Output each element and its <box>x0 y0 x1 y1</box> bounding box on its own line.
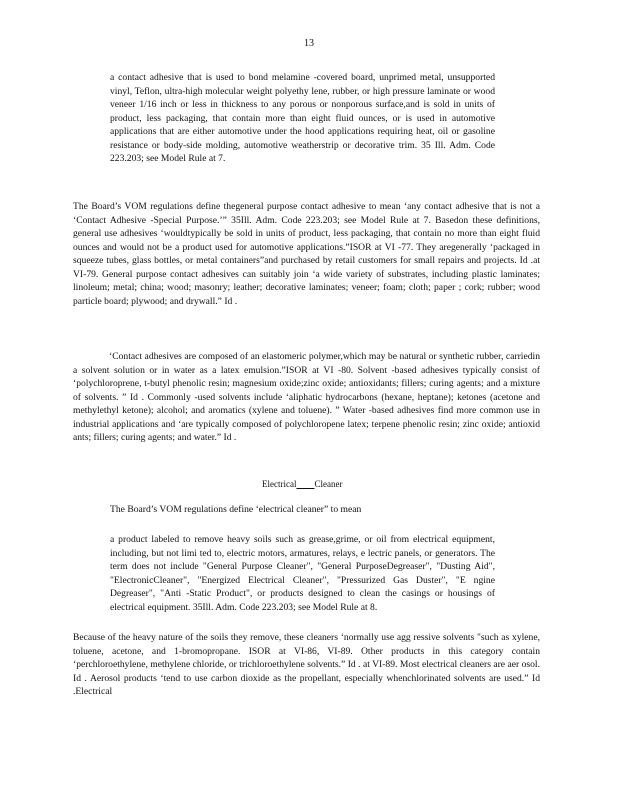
heading-word-electrical: Electrical <box>262 479 297 489</box>
heading-word-cleaner: Cleaner <box>314 479 343 489</box>
page-number: 13 <box>304 38 314 49</box>
paragraph-electrical-cleaner-solvents: Because of the heavy nature of the soils they remove, these cleaners ‘normally use agg ressive solvents "such as xylene, toluene, acetone, and 1-bromopropane. ISOR at VI-86, VI-89. Other products in this category contain ‘perchloroethylene, methylene chloride, or trichloroethylene solvents.” Id . at VI-89. Most electrical cleaners are aer osol. Id . Aerosol products ‘tend to use carbon dioxide as the propellant, especially whenchlorinated solvents are used.” Id .Electrical <box>73 632 540 697</box>
quote-electrical-cleaner-definition: a product labeled to remove heavy soils such as grease,grime, or oil from electrical equipment, including, but not limi ted to, electric motors, armatures, relays, e lectric panels, or generators. The term does not include "General Purpose Cleaner", "General PurposeDegreaser", "Dusting Aid", "ElectronicCleaner", "Energized Electrical Cleaner", "Pressurized Gas Duster", "E ngine Degreaser", "Anti -Static Product", or products designed to clean the casings or housings of electrical equipment. 35Ill. Adm. Code 223.203; see Model Rule at 8. <box>110 534 495 613</box>
paragraph-electrical-cleaner-intro: The Board’s VOM regulations define ‘electrical cleaner” to mean <box>110 504 362 515</box>
section-heading-electrical-cleaner <box>262 479 342 489</box>
paragraph-contact-adhesive-composition: ‘Contact adhesives are composed of an elastomeric polymer,which may be natural or synthetic rubber, carriedin a solvent solution or in water as a latex emulsion.”ISOR at VI -80. Solvent -based adhesives typically consist of ‘polychloroprene, t-butyl phenolic resin; magnesium oxide;zinc oxide; antioxidants; fillers; curing agents; and a mixture of solvents. ” Id . Commonly -used solvents include ‘aliphatic hydrocarbons (hexane, heptane); ketones (acetone and methylethyl ketone); alcohol; and aromatics (xylene and toluene). ” Water -based adhesives find more common use in industrial applications and ‘are typically composed of polychloropene latex; terpene phenolic resin; zinc oxide; antioxid ants; fillers; curing agents; and water.” Id . <box>73 351 540 443</box>
paragraph-general-purpose-adhesive: The Board’s VOM regulations define thegeneral purpose contact adhesive to mean ‘any contact adhesive that is not a ‘Contact Adhesive -Special Purpose.’” 35Ill. Adm. Code 223.203; see Model Rule at 7. Basedon these definitions, general use adhesives ‘wouldtypically be sold in units of product, less packaging, that contain no more than eight fluid ounces and would not be a product used for automotive applications.”ISOR at VI -77. They aregenerally ‘packaged in squeeze tubes, glass bottles, or metal containers”and purchased by retail customers for small repairs and projects. Id .at VI-79. General purpose contact adhesives can suitably join ‘a wide variety of substrates, including plastic laminates; linoleum; metal; china; wood; masonry; leather; decorative laminates; veneer; foam; cloth; paper ; cork; rubber; wood particle board; plywood; and drywall.” Id . <box>73 201 540 307</box>
quote-contact-adhesive-definition: a contact adhesive that is used to bond melamine -covered board, unprimed metal, unsupported vinyl, Teflon, ultra-high molecular weight polyethy lene, rubber, or high pressure laminate or wood veneer 1/16 inch or less in thickness to any porous or nonporous surface,and is sold in units of product, less packaging, that contain more than eight fluid ounces, or is used in automotive applications that are either automotive under the hood applications requiring heat, oil or gasoline resistance or body-side molding, automotive weatherstrip or decorative trim. 35 Ill. Adm. Code 223.203; see Model Rule at 7. <box>110 72 495 164</box>
